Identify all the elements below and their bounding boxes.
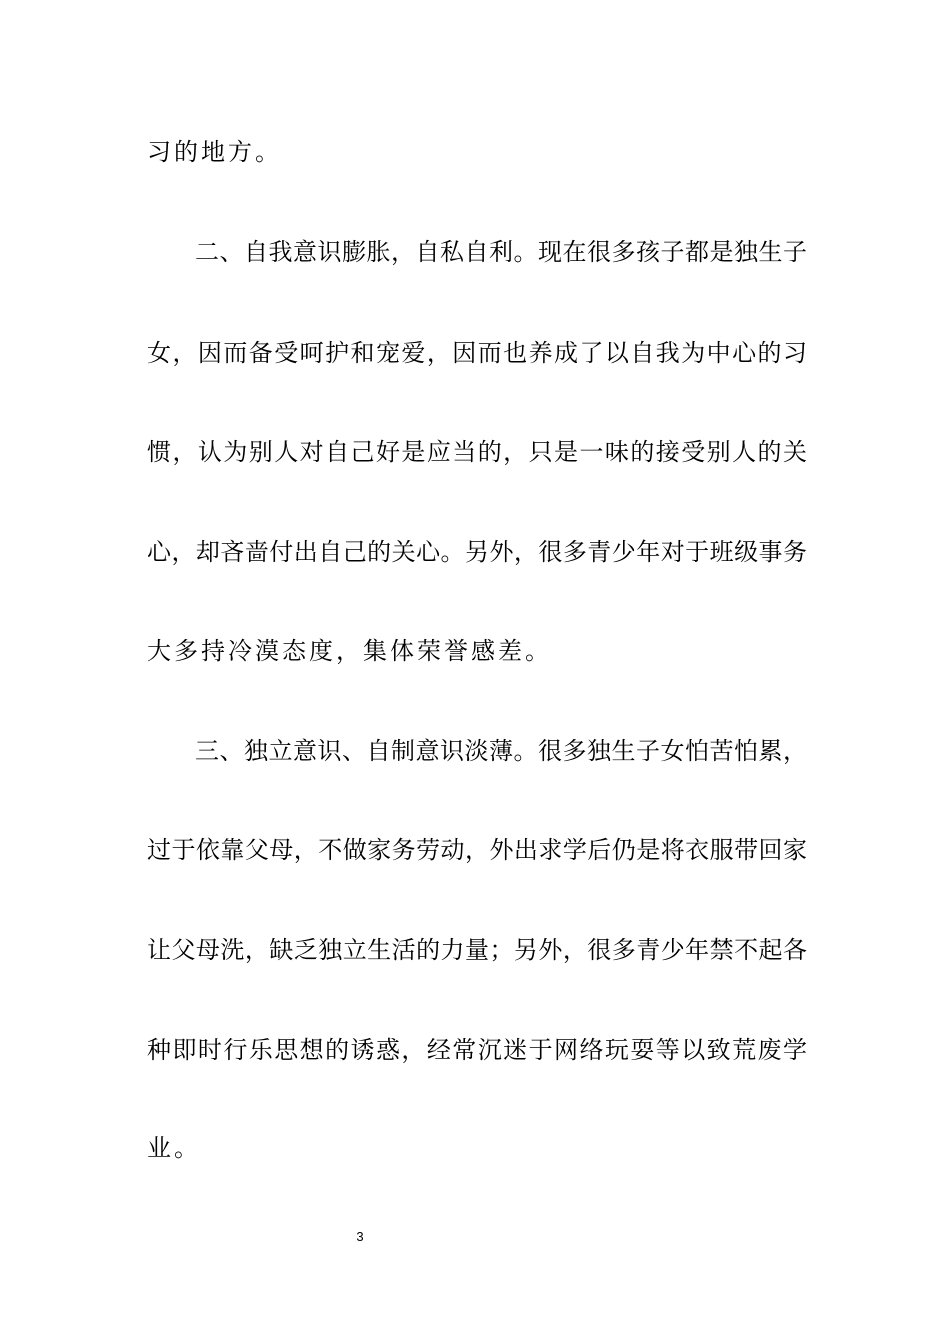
paragraph-text: 心，却吝啬付出自己的关心。另外，很多青少年对于班级事务 bbox=[147, 538, 807, 566]
text-line bbox=[0, 532, 950, 572]
text-line bbox=[0, 830, 950, 870]
text-line bbox=[0, 930, 950, 970]
paragraph-text: 种即时行乐思想的诱惑，经常沉迷于网络玩耍等以致荒废学 bbox=[147, 1036, 807, 1064]
paragraph-text: 让父母洗，缺乏独立生活的力量；另外，很多青少年禁不起各 bbox=[147, 936, 807, 964]
paragraph-heading-text: 二、自我意识膨胀，自私自利。现在很多孩子都是独生子 bbox=[195, 238, 807, 266]
paragraph-heading-text: 三、独立意识、自制意识淡薄。很多独生子女怕苦怕累， bbox=[195, 737, 807, 765]
text-line bbox=[0, 631, 950, 671]
text-line bbox=[0, 1128, 950, 1168]
text-line bbox=[0, 232, 950, 272]
paragraph-text: 过于依靠父母，不做家务劳动，外出求学后仍是将衣服带回家 bbox=[147, 836, 807, 864]
text-line bbox=[0, 432, 950, 472]
page-number: 3 bbox=[356, 1229, 364, 1244]
text-line bbox=[0, 1030, 950, 1070]
text-line bbox=[0, 731, 950, 771]
paragraph-text: 习的地方。 bbox=[147, 138, 282, 166]
paragraph-text: 大多持冷漠态度，集体荣誉感差。 bbox=[147, 637, 552, 665]
paragraph-text: 业。 bbox=[147, 1134, 201, 1162]
text-line bbox=[0, 132, 950, 172]
paragraph-text: 女，因而备受呵护和宠爱，因而也养成了以自我为中心的习 bbox=[147, 339, 807, 367]
text-line bbox=[0, 333, 950, 373]
paragraph-text: 惯，认为别人对自己好是应当的，只是一味的接受别人的关 bbox=[147, 438, 807, 466]
